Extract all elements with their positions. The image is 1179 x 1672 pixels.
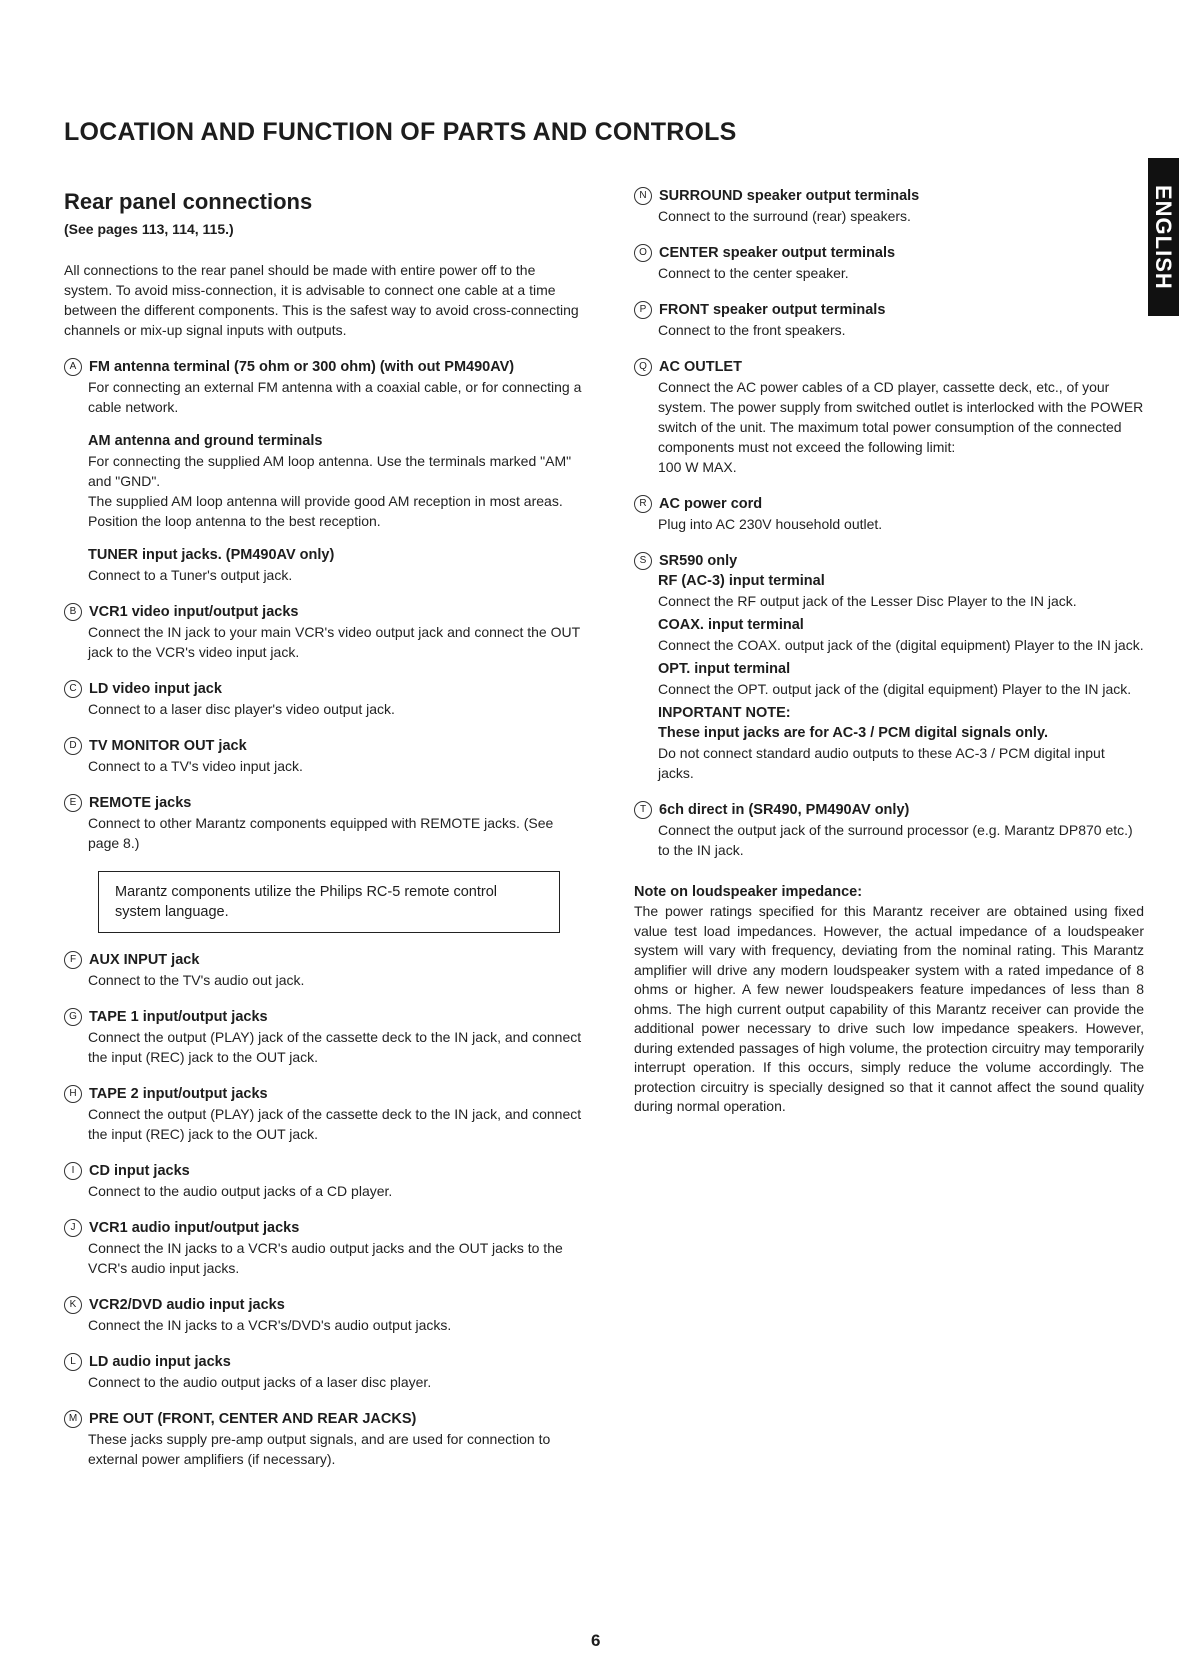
item-f-head: AUX INPUT jack bbox=[89, 952, 200, 968]
item-e-head: REMOTE jacks bbox=[89, 795, 192, 811]
letter-e-badge: E bbox=[64, 794, 82, 812]
rf-input-body: Connect the RF output jack of the Lesser Disc Player to the IN jack. bbox=[658, 593, 1077, 609]
item-g bbox=[64, 1007, 582, 1067]
item-h bbox=[64, 1084, 582, 1144]
item-i-head: CD input jacks bbox=[89, 1163, 190, 1179]
item-l-head: LD audio input jacks bbox=[89, 1354, 231, 1370]
letter-n-badge: N bbox=[634, 187, 652, 205]
item-k-body: Connect the IN jacks to a VCR's/DVD's audio output jacks. bbox=[88, 1317, 452, 1333]
letter-t-badge: T bbox=[634, 801, 652, 819]
letter-r-badge: R bbox=[634, 495, 652, 513]
item-l bbox=[64, 1352, 582, 1392]
item-a-body: For connecting an external FM antenna with a coaxial cable, or for connecting a cable network. bbox=[88, 379, 582, 415]
item-b bbox=[64, 602, 582, 662]
item-m-head: PRE OUT (FRONT, CENTER AND REAR JACKS) bbox=[89, 1411, 417, 1427]
rc5-note-box: Marantz components utilize the Philips RC-5 remote control system language. bbox=[98, 871, 560, 933]
letter-l-badge: L bbox=[64, 1353, 82, 1371]
item-b-head: VCR1 video input/output jacks bbox=[89, 604, 299, 620]
item-o bbox=[634, 243, 1144, 283]
section-intro: All connections to the rear panel should be made with entire power off to the system. To avoid miss-connection, it is advisable to connect one cable at a time between the different components. This is the safest way to avoid cross-connecting channels or mix-up signal inputs with outputs. bbox=[64, 262, 579, 338]
item-r-head: AC power cord bbox=[659, 496, 763, 512]
letter-g-badge: G bbox=[64, 1008, 82, 1026]
item-j-body: Connect the IN jacks to a VCR's audio output jacks and the OUT jacks to the VCR's audio input jacks. bbox=[88, 1240, 563, 1276]
item-g-head: TAPE 1 input/output jacks bbox=[89, 1009, 268, 1025]
item-c-head: LD video input jack bbox=[89, 681, 222, 697]
section-title: Rear panel connections bbox=[64, 189, 313, 214]
item-o-body: Connect to the center speaker. bbox=[658, 265, 849, 281]
item-m-body: These jacks supply pre-amp output signals, and are used for connection to external power amplifiers (if necessary). bbox=[88, 1431, 551, 1467]
item-r bbox=[634, 494, 1144, 534]
item-n bbox=[634, 186, 1144, 226]
item-r-body: Plug into AC 230V household outlet. bbox=[658, 516, 883, 532]
impedance-note-title: Note on loudspeaker impedance: bbox=[634, 884, 863, 900]
letter-d-badge: D bbox=[64, 737, 82, 755]
power-limit: 100 W MAX. bbox=[658, 459, 737, 475]
am-antenna-head: AM antenna and ground terminals bbox=[88, 433, 323, 449]
opt-input-body: Connect the OPT. output jack of the (digital equipment) Player to the IN jack. bbox=[658, 681, 1132, 697]
item-s bbox=[634, 551, 1144, 783]
tuner-input-head: TUNER input jacks. (PM490AV only) bbox=[88, 547, 335, 563]
item-q-body: Connect the AC power cables of a CD player, cassette deck, etc., of your system. The power supply from switched outlet is interlocked with the POWER switch of the unit. The maximum total power consumption of the connected components must not exceed the following limit: bbox=[658, 379, 1144, 455]
tuner-input-body: Connect to a Tuner's output jack. bbox=[88, 567, 293, 583]
letter-f-badge: F bbox=[64, 951, 82, 969]
letter-s-badge: S bbox=[634, 552, 652, 570]
coax-input-body: Connect the COAX. output jack of the (digital equipment) Player to the IN jack. bbox=[658, 637, 1144, 653]
item-a-head: FM antenna terminal (75 ohm or 300 ohm) (with out PM490AV) bbox=[89, 359, 515, 375]
letter-i-badge: I bbox=[64, 1162, 82, 1180]
opt-input-head: OPT. input terminal bbox=[658, 661, 791, 677]
am-antenna-body-2: The supplied AM loop antenna will provide good AM reception in most areas. Position the loop antenna to the best reception. bbox=[88, 493, 563, 529]
item-s-head: SR590 only bbox=[659, 553, 738, 569]
item-f bbox=[64, 950, 582, 990]
important-note-head: INPORTANT NOTE: bbox=[658, 705, 791, 721]
item-g-body: Connect the output (PLAY) jack of the cassette deck to the IN jack, and connect the input (REC) jack to the OUT jack. bbox=[88, 1029, 582, 1065]
item-q bbox=[634, 357, 1144, 477]
item-q-head: AC OUTLET bbox=[659, 359, 742, 375]
letter-h-badge: H bbox=[64, 1085, 82, 1103]
item-p-body: Connect to the front speakers. bbox=[658, 322, 846, 338]
item-c bbox=[64, 679, 582, 719]
item-m bbox=[64, 1409, 582, 1469]
item-i bbox=[64, 1161, 582, 1201]
letter-j-badge: J bbox=[64, 1219, 82, 1237]
item-t-body: Connect the output jack of the surround processor (e.g. Marantz DP870 etc.) to the IN jack. bbox=[658, 822, 1133, 858]
item-l-body: Connect to the audio output jacks of a laser disc player. bbox=[88, 1374, 432, 1390]
important-note-bold: These input jacks are for AC-3 / PCM digital signals only. bbox=[658, 725, 1048, 741]
page-number: 6 bbox=[591, 1631, 601, 1650]
left-column bbox=[64, 188, 582, 1469]
item-h-body: Connect the output (PLAY) jack of the cassette deck to the IN jack, and connect the input (REC) jack to the OUT jack. bbox=[88, 1106, 582, 1142]
item-d-body: Connect to a TV's video input jack. bbox=[88, 758, 303, 774]
item-k bbox=[64, 1295, 582, 1335]
item-p bbox=[634, 300, 1144, 340]
important-note-body: Do not connect standard audio outputs to these AC-3 / PCM digital input jacks. bbox=[658, 745, 1105, 781]
item-j-head: VCR1 audio input/output jacks bbox=[89, 1220, 300, 1236]
item-p-head: FRONT speaker output terminals bbox=[659, 302, 886, 318]
right-column bbox=[634, 186, 1144, 1117]
language-tab: ENGLISH bbox=[1148, 158, 1179, 316]
item-b-body: Connect the IN jack to your main VCR's video output jack and connect the OUT jack to the VCR's video input jack. bbox=[88, 624, 580, 660]
item-t-head: 6ch direct in (SR490, PM490AV only) bbox=[659, 802, 910, 818]
item-c-body: Connect to a laser disc player's video output jack. bbox=[88, 701, 395, 717]
letter-a-badge: A bbox=[64, 358, 82, 376]
item-e bbox=[64, 793, 582, 853]
item-i-body: Connect to the audio output jacks of a CD player. bbox=[88, 1183, 393, 1199]
letter-o-badge: O bbox=[634, 244, 652, 262]
item-e-body: Connect to other Marantz components equipped with REMOTE jacks. (See page 8.) bbox=[88, 815, 554, 851]
item-k-head: VCR2/DVD audio input jacks bbox=[89, 1297, 285, 1313]
coax-input-head: COAX. input terminal bbox=[658, 617, 804, 633]
item-a bbox=[64, 357, 582, 585]
letter-m-badge: M bbox=[64, 1410, 82, 1428]
item-h-head: TAPE 2 input/output jacks bbox=[89, 1086, 268, 1102]
section-subtitle: (See pages 113, 114, 115.) bbox=[64, 221, 234, 237]
item-o-head: CENTER speaker output terminals bbox=[659, 245, 896, 261]
item-f-body: Connect to the TV's audio out jack. bbox=[88, 972, 305, 988]
page-title: LOCATION AND FUNCTION OF PARTS AND CONTROLS bbox=[64, 118, 737, 146]
impedance-note-body: The power ratings specified for this Marantz receiver are obtained using fixed value test load impedances. However, the actual impedance of a loudspeaker system will vary with frequency, deviating from the nominal rating. This Marantz amplifier will drive any modern loudspeaker system with a rated impedance of 8 ohms or higher. A few newer loudspeakers feature impedances of less than 8 ohms. The high current output capability of this Marantz receiver can provide the additional power necessary to drive such low impedance speakers. However, during extended passages of high volume, the protection circuitry may temporarily interrupt operation. If this occurs, simply reduce the volume accordingly. The protection circuitry is specially designed so that it cannot affect the sound quality during normal operation. bbox=[634, 903, 1144, 1114]
item-n-head: SURROUND speaker output terminals bbox=[659, 188, 920, 204]
item-t bbox=[634, 800, 1144, 860]
item-d bbox=[64, 736, 582, 776]
letter-k-badge: K bbox=[64, 1296, 82, 1314]
letter-p-badge: P bbox=[634, 301, 652, 319]
rf-input-head: RF (AC-3) input terminal bbox=[658, 573, 825, 589]
item-n-body: Connect to the surround (rear) speakers. bbox=[658, 208, 911, 224]
letter-b-badge: B bbox=[64, 603, 82, 621]
item-j bbox=[64, 1218, 582, 1278]
impedance-note bbox=[634, 882, 1144, 1117]
letter-c-badge: C bbox=[64, 680, 82, 698]
am-antenna-body-1: For connecting the supplied AM loop antenna. Use the terminals marked "AM" and "GND". bbox=[88, 453, 572, 489]
letter-q-badge: Q bbox=[634, 358, 652, 376]
item-d-head: TV MONITOR OUT jack bbox=[89, 738, 247, 754]
